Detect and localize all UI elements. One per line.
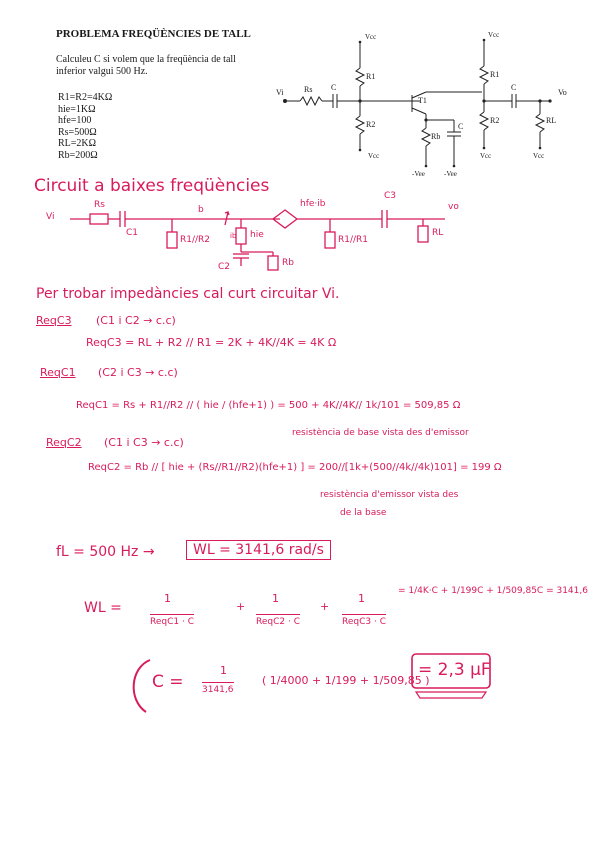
vi-label: Vi: [276, 88, 284, 97]
circuit-vo: vo: [448, 202, 459, 212]
r2-label-a: R2: [366, 120, 376, 129]
wl-plus-2: +: [320, 600, 330, 613]
circuit-c1: C1: [126, 228, 139, 238]
c-in-label: C: [331, 83, 337, 92]
wl-term3-num: 1: [358, 592, 365, 605]
rb-label: Rb: [431, 132, 441, 141]
req-c1-note: resistència de base vista des d'emissor: [292, 428, 469, 438]
param-hie: hie=1KΩ: [58, 103, 96, 115]
req-c2-label: ReqC2: [46, 436, 82, 449]
vcc-label-3: Vcc: [368, 152, 380, 160]
fl-line: fL = 500 Hz →: [56, 544, 155, 560]
param-hfe: hfe=100: [58, 115, 92, 127]
rs-label: Rs: [304, 85, 313, 94]
circuit-r1r1: R1//R1: [338, 235, 369, 245]
req-c2-condition: (C1 i C3 → c.c): [104, 436, 184, 449]
wl-equation-lhs: WL =: [84, 600, 122, 616]
wl-term1-den: ReqC1 · C: [150, 614, 194, 627]
r1-label-b: R1: [490, 70, 500, 79]
wl-term2-num: 1: [272, 592, 279, 605]
low-freq-heading: Circuit a baixes freqüències: [34, 176, 270, 196]
req-c3-equation: ReqC3 = RL + R2 // R1 = 2K + 4K//4K = 4K Ω: [86, 336, 337, 349]
circuit-c2: C2: [218, 262, 231, 272]
vcc-label-5: Vcc: [533, 152, 545, 160]
param-rl: RL=2KΩ: [58, 138, 97, 150]
t1-label: T1: [418, 96, 427, 105]
req-c2-note-2: de la base: [340, 508, 387, 518]
vcc-label-4: Vcc: [480, 152, 492, 160]
req-c3-condition: (C1 i C2 → c.c): [96, 314, 176, 327]
rl-label: RL: [546, 116, 557, 125]
vee-label-1: -Vee: [412, 170, 425, 178]
wl-plus-1: +: [236, 600, 246, 613]
circuit-current-source: hfe·ib: [300, 199, 326, 209]
c-e-label: C: [458, 122, 464, 131]
param-r1-r2: R1=R2=4KΩ: [58, 92, 113, 103]
req-c1-label: ReqC1: [40, 366, 76, 379]
circuit-ib: ib: [230, 232, 237, 240]
req-c2-note-1: resistència d'emissor vista des: [320, 490, 459, 500]
vcc-label-1: Vcc: [365, 33, 377, 41]
req-c1-condition: (C2 i C3 → c.c): [98, 366, 178, 379]
vee-label-2: -Vee: [444, 170, 457, 178]
wl-boxed-result: WL = 3141,6 rad/s: [186, 540, 331, 560]
c-paren: ( 1/4000 + 1/199 + 1/509,85 ): [262, 674, 430, 687]
c-frac-den: 3141,6: [202, 682, 234, 695]
param-rb: Rb=200Ω: [58, 149, 98, 161]
circuit-rl: RL: [432, 228, 444, 238]
wl-term3-den: ReqC3 · C: [342, 614, 386, 627]
param-rs: Rs=500Ω: [58, 126, 97, 138]
vo-label: Vo: [558, 88, 567, 97]
problem-title: PROBLEMA FREQÜÈNCIES DE TALL: [56, 28, 251, 40]
wl-rhs: = 1/4K·C + 1/199C + 1/509,85C = 3141,6: [398, 586, 588, 596]
req-c3-label: ReqC3: [36, 314, 72, 327]
r2-label-b: R2: [490, 116, 500, 125]
c-frac-num: 1: [220, 664, 227, 677]
vcc-label-2: Vcc: [488, 31, 500, 39]
c-out-label: C: [511, 83, 517, 92]
c-result: = 2,3 μF: [418, 660, 491, 680]
circuit-rs: Rs: [94, 200, 105, 210]
circuit-b-node: b: [198, 205, 204, 215]
circuit-c3: C3: [384, 191, 397, 201]
circuit-r1r2: R1//R2: [180, 235, 211, 245]
impedance-note: Per trobar impedàncies cal curt circuitar Vi.: [36, 286, 340, 302]
wl-term2-den: ReqC2 · C: [256, 614, 300, 627]
circuit-hie: hie: [250, 230, 264, 240]
circuit-vi: Vi: [46, 212, 55, 222]
r1-label-a: R1: [366, 72, 376, 81]
circuit-rb: Rb: [282, 258, 294, 268]
req-c2-equation: ReqC2 = Rb // [ hie + (Rs//R1//R2)(hfe+1) ] = 200//[1k+(500//4k//4k)101] = 199 Ω: [88, 462, 502, 473]
c-lhs: C =: [152, 672, 184, 692]
req-c1-equation: ReqC1 = Rs + R1//R2 // ( hie / (hfe+1) ) = 500 + 4K//4K// 1k/101 = 509,85 Ω: [76, 400, 461, 411]
problem-statement: Calculeu C si volem que la freqüència de tall inferior valgui 500 Hz.: [56, 54, 236, 77]
wl-term1-num: 1: [164, 592, 171, 605]
